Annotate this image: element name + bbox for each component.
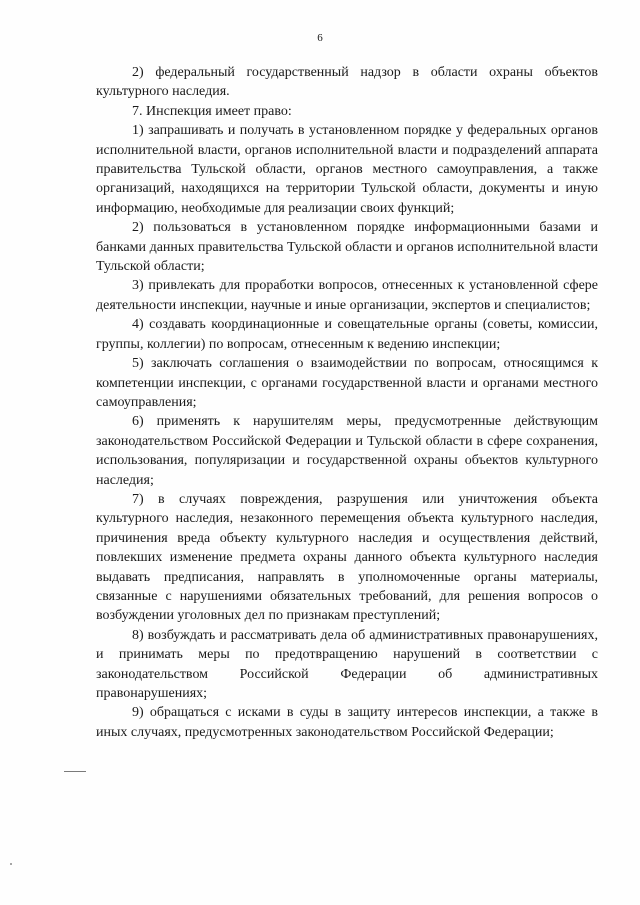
paragraph-right-7: 7) в случаях повреждения, разрушения или уничтожения объекта культурного наследия, незаконного перемещения объекта культурного наследия, причинения вреда объекту культурного наследия и осуществления действий, повлекших изменение предмета охраны данного объекта культурного наследия выдавать предписания, направлять в уполномоченные органы материалы, связанные с нарушениями обязательных требований, для решения вопросов о возбуждении уголовных дел по признакам преступлений; xyxy=(96,491,598,624)
paragraph-right-8: 8) возбуждать и рассматривать дела об административных правонарушениях, и принимать меры по предотвращению нарушений в соответствии с законодательством Российской Федерации об административных правонарушениях; xyxy=(96,627,598,701)
paragraph-right-9: 9) обращаться с исками в суды в защиту интересов инспекции, а также в иных случаях, предусмотренных законодательством Российской Федерации; xyxy=(96,705,598,740)
scan-speck-left xyxy=(64,771,86,772)
paragraph-right-6: 6) применять к нарушителям меры, предусмотренные действующим законодательством Российской Федерации и Тульской области в сфере сохранения, использования, популяризации и государственной охраны объектов культурного наследия; xyxy=(96,414,598,488)
paragraph-right-3: 3) привлекать для проработки вопросов, отнесенных к установленной сфере деятельности инспекции, научные и иные организации, экспертов и специалистов; xyxy=(96,278,598,313)
paragraph-inspection-rights-heading: 7. Инспекция имеет право: xyxy=(132,103,292,119)
paragraph-right-4: 4) создавать координационные и совещательные органы (советы, комиссии, группы, коллегии) по вопросам, отнесенным к ведению инспекции; xyxy=(96,317,598,352)
scan-dot-left xyxy=(10,863,12,865)
paragraph-right-5: 5) заключать соглашения о взаимодействии по вопросам, относящимся к компетенции инспекции, с органами государственной власти и органами местного самоуправления; xyxy=(96,356,598,410)
page-number: 6 xyxy=(317,32,323,44)
paragraph-federal-supervision: 2) федеральный государственный надзор в области охраны объектов культурного наследия. xyxy=(96,65,598,100)
body-text xyxy=(96,63,598,742)
paragraph-right-1: 1) запрашивать и получать в установленном порядке у федеральных органов исполнительной власти, органов исполнительной власти и подразделений аппарата правительства Тульской области, органов местного самоуправления, а также организаций, находящихся на территории Тульской области, документы и иную информацию, необходимые для реализации своих функций; xyxy=(96,123,598,216)
paragraph-right-2: 2) пользоваться в установленном порядке информационными базами и банками данных правительства Тульской области и органов исполнительной власти Тульской области; xyxy=(96,220,598,275)
